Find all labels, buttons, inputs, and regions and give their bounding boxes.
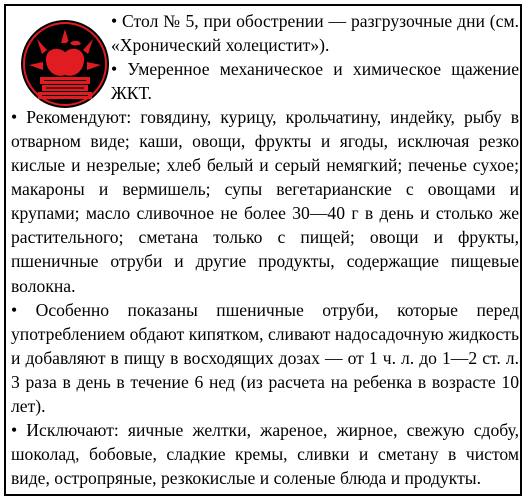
icon-spacer [11, 9, 111, 105]
paragraph-recommended: • Рекомендуют: говядину, курицу, крольчатину, индейку, рыбу в отварном виде; каши, овощи, фрукты и ягоды, исключая резко кислые и незрелые; хлеб белый и серый немягкий; печенье сухое; макароны и вермишель; супы вегетарианские с овощами и крупами; масло сливочное не более 30—40 г в день и столько же растительного; сметана только с пищей; овощи и фрукты, пшеничные отруби и другие продукты, содержащие пищевые волокна. [11, 107, 519, 296]
paragraph-excluded: • Исключают: яичные желтки, жареное, жирное, свежую сдобу, шоколад, бобовые, сладкие кремы, сливки и сметану в чистом виде, остропряные, резкокислые и соленые блюда и продукты. [11, 419, 519, 488]
info-box [4, 4, 522, 496]
content-text [11, 9, 519, 490]
paragraph-diet-table: • Стол № 5, при обострении — разгрузочные дни (см. «Хронический холецистит»). [111, 11, 519, 56]
paragraph-gentle-regimen: • Умеренное механическое и химическое щажение ЖКТ. [111, 59, 519, 104]
paragraph-bran: • Особенно показаны пшеничные отруби, которые перед употреблением обдают кипятком, сливают надосадочную жидкость и добавляют в пищу в восходящих дозах — от 1 ч. л. до 1—2 ст. л. 3 раза в день в течение 6 нед (из расчета на ребенка в возрасте 10 лет). [11, 299, 519, 416]
